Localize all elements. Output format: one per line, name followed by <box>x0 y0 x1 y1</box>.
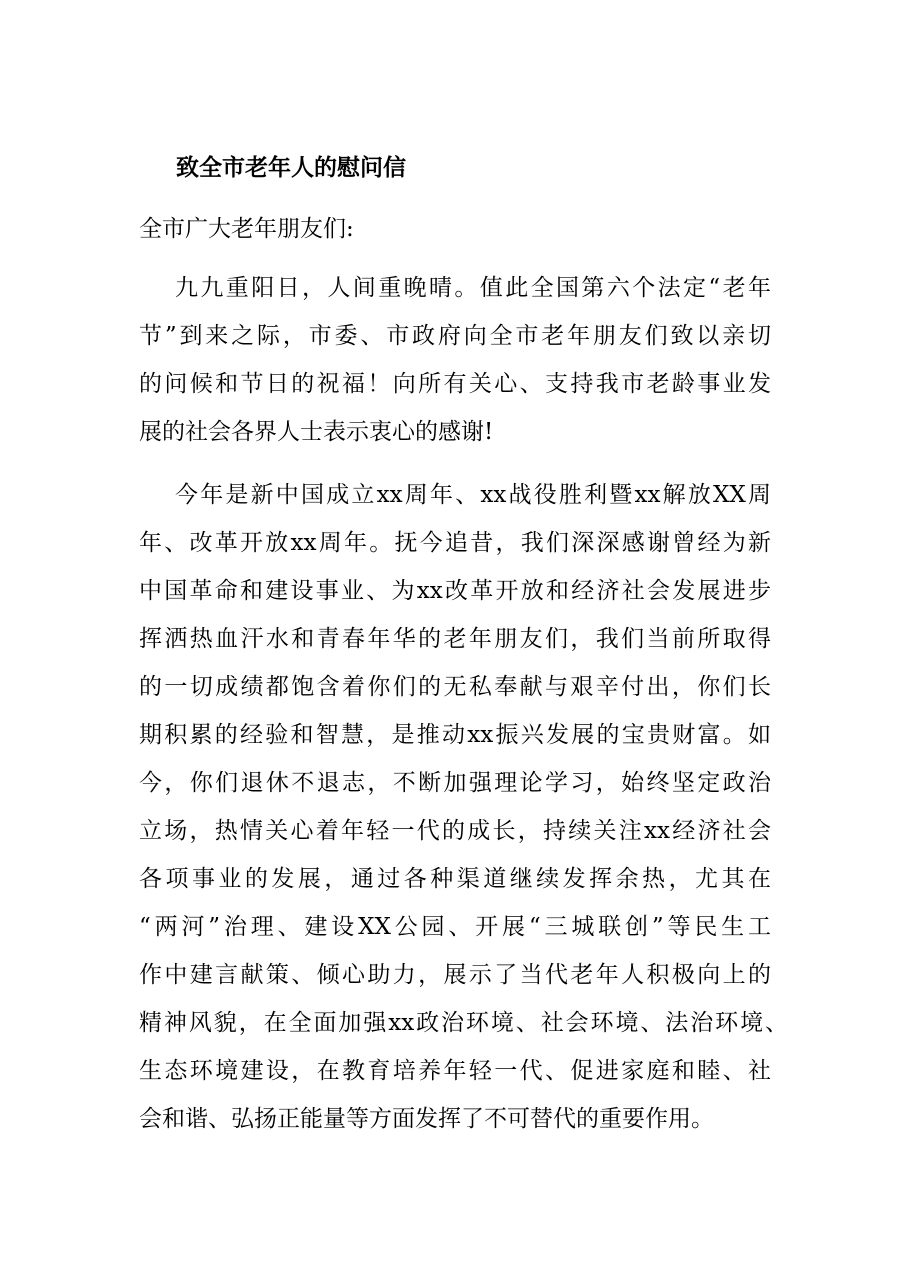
text-line: 立场，热情关心着年轻一代的成长，持续关注xx经济社会 <box>139 818 771 844</box>
text-line: “两河”治理、建设XX公园、开展“三城联创”等民生工 <box>139 914 771 940</box>
text-line: 作中建言献策、倾心助力，展示了当代老年人积极向上的 <box>139 962 771 988</box>
text-line: 年、改革开放xx周年。抚今追昔，我们深深感谢曾经为新 <box>139 530 771 556</box>
letter-salutation: 全市广大老年朋友们: <box>139 216 354 242</box>
text-line: 期积累的经验和智慧，是推动xx振兴发展的宝贵财富。如 <box>139 722 771 748</box>
text-line: 会和谐、弘扬正能量等方面发挥了不可替代的重要作用。 <box>139 1106 714 1132</box>
paragraph-1 <box>139 264 799 456</box>
text-line: 节”到来之际，市委、市政府向全市老年朋友们致以亲切 <box>139 323 771 349</box>
text-line: 挥洒热血汗水和青春年华的老年朋友们，我们当前所取得 <box>139 626 771 652</box>
text-line: 今，你们退休不退志，不断加强理论学习，始终坚定政治 <box>139 770 771 796</box>
text-line: 生态环境建设，在教育培养年轻一代、促进家庭和睦、社 <box>139 1058 771 1084</box>
text-line: 的问候和节日的祝福！向所有关心、支持我市老龄事业发 <box>139 371 771 397</box>
text-line: 各项事业的发展，通过各种渠道继续发挥余热，尤其在 <box>139 866 771 892</box>
letter-title: 致全市老年人的慰问信 <box>176 154 406 181</box>
text-line: 精神风貌，在全面加强xx政治环境、社会环境、法治环境、 <box>139 1010 788 1036</box>
text-line: 九九重阳日，人间重晚晴。值此全国第六个法定“老年 <box>175 275 771 301</box>
text-line: 的一切成绩都饱含着你们的无私奉献与艰辛付出，你们长 <box>139 674 771 700</box>
text-line: 今年是新中国成立xx周年、xx战役胜利暨xx解放XX周 <box>175 482 771 508</box>
text-line: 展的社会各界人士表示衷心的感谢! <box>139 419 494 445</box>
paragraph-2 <box>139 471 799 1143</box>
text-line: 中国革命和建设事业、为xx改革开放和经济社会发展进步 <box>139 578 771 604</box>
letter-body <box>139 264 799 1158</box>
